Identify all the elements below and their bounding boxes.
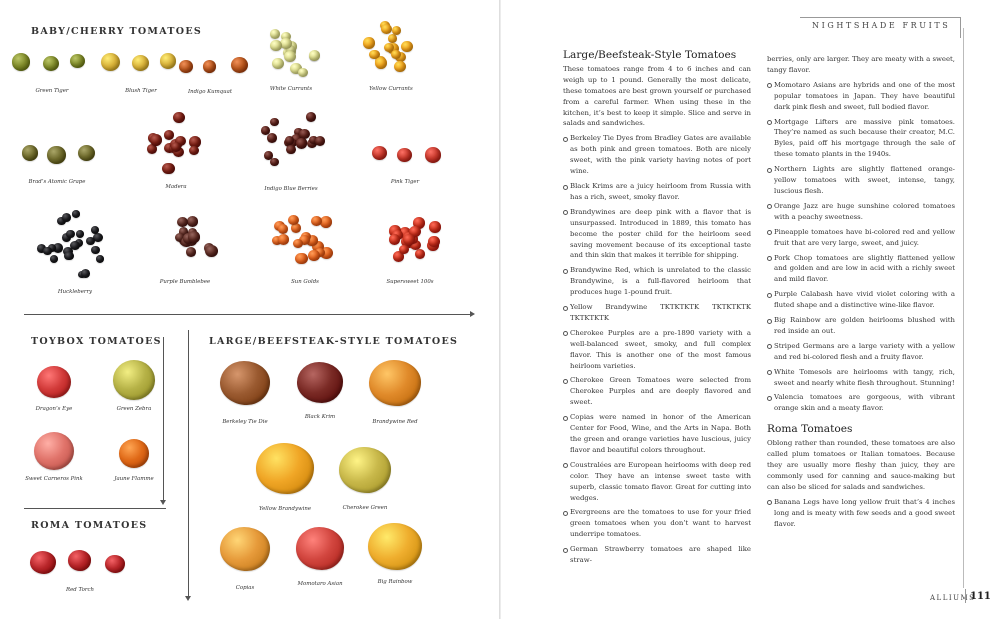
tomato-caption: Sun Golds [291, 279, 319, 285]
tomato-fruit [34, 432, 74, 470]
tomato-fruit [162, 163, 174, 175]
continuation-text: berries, only are larger. They are meaty with a sweet, tangy flavor. [767, 55, 955, 74]
roma-variety-list [767, 497, 955, 530]
tomato-caption: Indigo Blue Berries [264, 186, 318, 192]
tomato-specimen [245, 100, 337, 192]
running-head: NIGHTSHADE FRUITS [812, 21, 951, 30]
tomato-fruit [401, 41, 413, 52]
tomato-fruit [415, 249, 425, 259]
tomato-specimen [14, 364, 94, 412]
variety-list-item: Pork Chop tomatoes are slightly flattened yellow and golden and are low in acid with a richly sweet and mild flavor. [767, 253, 955, 286]
tomato-caption: Supersweet 100s [386, 279, 434, 285]
roma-heading: Roma Tomatoes [767, 423, 853, 436]
large-intro: These tomatoes range from 4 to 6 inches and can weigh up to 1 pound. Generally the most delicate, these tomatoes are best grown yourself or purchased from a careful farmer. When using these in the kitchen, it’s best to keep it simple. Slice and serve in salads and sandwiches. [563, 64, 751, 128]
tomato-fruit [368, 523, 421, 570]
divider-vertical-left [163, 337, 164, 500]
tomato-specimen [340, 357, 450, 425]
tomato-fruit [91, 226, 99, 234]
tomato-specimen [140, 205, 230, 285]
tomato-fruit [397, 148, 412, 163]
tomato-caption: Cherokee Green [342, 505, 388, 511]
tomato-specimen [245, 20, 337, 92]
tomato-photo [140, 205, 230, 275]
large-variety-list-2 [767, 80, 955, 414]
tomato-fruit [37, 366, 71, 399]
variety-list-item: Banana Legs have long yellow fruit that’s 4 inches long and is meaty with few seeds and a good sweet flavor. [767, 497, 955, 530]
tomato-caption: Yellow Currants [369, 86, 413, 92]
variety-list-item: Northern Lights are slightly flattened orange-yellow tomatoes with sweet, intense, tangy, luscious flesh. [767, 164, 955, 197]
tomato-fruit [177, 217, 188, 227]
tomato-photo [340, 357, 450, 415]
tomato-fruit [105, 555, 126, 573]
folio-divider [965, 589, 966, 603]
tomato-caption: Brad’s Atomic Grape [28, 179, 86, 185]
tomato-photo [101, 40, 181, 84]
tomato-fruit [70, 241, 80, 250]
tomato-photo [12, 40, 92, 84]
tomato-specimen [101, 40, 181, 94]
tomato-caption: Madera [165, 184, 187, 190]
tomato-fruit [309, 50, 320, 60]
tomato-specimen [14, 432, 94, 482]
tomato-specimen [360, 205, 460, 285]
tomato-caption: Yellow Brandywine [258, 506, 312, 512]
variety-list-item: German Strawberry tomatoes are shaped like straw- [563, 544, 751, 566]
variety-list-item: Copias were named in honor of the American Center for Food, Wine, and the Arts in Napa. Both the green and orange varieties have luscious, juicy flavor and beautiful colors throughout. [563, 412, 751, 456]
tomato-specimen [365, 135, 445, 185]
tomato-photo [30, 543, 130, 583]
tomato-specimen [131, 110, 221, 190]
variety-list-item: Orange Jazz are huge sunshine colored tomatoes with a peachy sweetness. [767, 201, 955, 223]
tomato-photo [12, 135, 102, 175]
variety-list-item: Yellow Brandywine TKTKTKTK TKTKTKTK TKTKTKTK [563, 302, 751, 324]
tomato-fruit [297, 362, 344, 403]
variety-list-item: Brandywines are deep pink with a flavor that is unsurpassed. Introduced in 1889, this tomato has become the poster child for the heirloom seed saving movement because of its exceptional taste and thin skin that makes it terrible for shipping. [563, 207, 751, 262]
tomato-fruit [78, 145, 95, 161]
tomato-fruit [375, 57, 387, 68]
tomato-photo [170, 45, 250, 85]
tomato-fruit [173, 112, 184, 123]
tomato-fruit [171, 142, 181, 152]
tomato-specimen [345, 18, 437, 92]
divider-arrow-icon [470, 311, 475, 317]
tomato-specimen [170, 45, 250, 95]
tomato-caption: Momotaro Asian [297, 581, 343, 587]
tomato-caption: Jaune Flamme [114, 476, 154, 482]
text-column-2 [767, 54, 955, 533]
tomato-fruit [64, 252, 73, 261]
variety-list-item: Cherokee Green Tomatoes were selected from Cherokee Purples and are deeply flavored and sweet. [563, 375, 751, 408]
tomato-fruit [270, 118, 279, 126]
tomato-fruit [306, 112, 316, 121]
tomato-photo [365, 135, 445, 175]
variety-list-item: Pineapple tomatoes have bi-colored red and yellow fruit that are very large, sweet, and juicy. [767, 227, 955, 249]
variety-list-item: Mortgage Lifters are massive pink tomatoes. They’re named as such because their creator, M.C. Byles, paid off his mortgage through the sale of these tomato plants in the 1940s. [767, 117, 955, 161]
tomato-fruit [389, 234, 400, 245]
tomato-fruit [205, 245, 218, 257]
tomato-fruit [296, 527, 345, 570]
tomato-fruit [220, 361, 270, 405]
tomato-fruit [119, 439, 150, 468]
folio-label: ALLIUMS [930, 594, 976, 602]
tomato-fruit [388, 34, 397, 43]
tomato-caption: Dragon’s Eye [35, 406, 73, 412]
tomato-fruit [372, 146, 387, 160]
tomato-caption: Sweet Carneros Pink [25, 476, 83, 482]
divider-arrow-down-icon [160, 500, 166, 505]
tomato-specimen [20, 205, 130, 295]
tomato-fruit [187, 216, 199, 227]
tomato-fruit [425, 147, 441, 163]
large-variety-list-1 [563, 133, 751, 566]
variety-list-item: Momotaro Asians are hybrids and one of the most popular tomatoes in Japan. They have beautiful dark pink flesh and sweet, full bodied flavor. [767, 80, 955, 113]
tomato-fruit [285, 136, 294, 144]
tomato-fruit [86, 237, 94, 245]
tomato-fruit [113, 360, 155, 400]
tomato-fruit [270, 40, 281, 51]
tomato-fruit [363, 37, 375, 48]
tomato-fruit [72, 210, 80, 217]
tomato-fruit [429, 221, 441, 232]
variety-list-item: Big Rainbow are golden heirlooms blushed with red inside an out. [767, 315, 955, 337]
tomato-specimen [310, 445, 420, 511]
tomato-fruit [428, 236, 439, 247]
tomato-photo [14, 364, 94, 402]
book-gutter [499, 0, 501, 619]
tomato-fruit [320, 216, 332, 227]
tomato-fruit [272, 58, 284, 69]
tomato-photo [310, 445, 420, 501]
tomato-fruit [308, 250, 319, 261]
tomato-fruit [164, 130, 174, 139]
tomato-fruit [280, 38, 291, 49]
tomato-photo [131, 110, 221, 180]
tomato-fruit [101, 53, 120, 71]
tomato-fruit [62, 213, 71, 222]
tomato-fruit [43, 56, 59, 71]
tomato-fruit [132, 55, 149, 71]
tomato-fruit [70, 54, 85, 69]
tomato-fruit [381, 24, 392, 34]
tomato-fruit [339, 447, 392, 493]
tomato-fruit [270, 29, 280, 39]
tomato-fruit [43, 247, 52, 255]
tomato-photo [340, 525, 450, 575]
tomato-caption: Green Zebra [116, 406, 152, 412]
tomato-specimen [94, 360, 174, 412]
tomato-fruit [256, 443, 314, 494]
tomato-specimen [12, 135, 102, 185]
variety-list-item: Purple Calabash have vivid violet coloring with a fluted shape and a distinctive wine-like flavor. [767, 289, 955, 311]
tomato-fruit [203, 60, 217, 73]
section-title-large-beefsteak: LARGE/BEEFSTEAK-STYLE TOMATOES [209, 336, 459, 347]
large-heading: Large/Beefsteak-Style Tomatoes [563, 49, 737, 61]
tomato-fruit [293, 239, 303, 248]
variety-list-item: Valencia tomatoes are gorgeous, with vibrant orange skin and a meaty flavor. [767, 392, 955, 414]
tomato-caption: Berkeley Tie Die [222, 419, 268, 425]
divider-horizontal [24, 314, 470, 315]
text-column-1 [563, 50, 751, 570]
variety-list-item: Berkeley Tie Dyes from Bradley Gates are available as both pink and green tomatoes. Both are nicely sweet, with the pink variety having notes of port wine. [563, 133, 751, 177]
tomato-fruit [392, 26, 401, 35]
variety-list-item: Striped Germans are a large variety with a yellow and red bi-colored flesh and a fruity flavor. [767, 341, 955, 363]
variety-list-item: Cherokee Purples are a pre-1890 variety with a well-balanced sweet, smoky, and full complex flavor. This is another one of the most famous heirloom varieties. [563, 328, 751, 372]
tomato-caption: White Currants [269, 86, 313, 92]
tomato-fruit [81, 269, 91, 278]
tomato-caption: Brandywine Red [372, 419, 418, 425]
tomato-fruit [369, 360, 422, 406]
tomato-fruit [66, 230, 75, 239]
tomato-fruit [47, 146, 65, 163]
variety-list-item: Brandywine Red, which is unrelated to the classic Brandywine, is a full-flavored heirloom that produces huge 1-pound fruit. [563, 265, 751, 298]
tomato-fruit [188, 231, 200, 242]
divider-horizontal-small [24, 508, 166, 509]
tomato-photo [94, 436, 174, 472]
tomato-fruit [399, 245, 409, 255]
tomato-fruit [394, 61, 406, 72]
tomato-caption: Huckleberry [57, 289, 93, 295]
tomato-specimen [255, 205, 355, 285]
tomato-fruit [179, 60, 193, 73]
tomato-fruit [150, 134, 162, 146]
tomato-photo [94, 360, 174, 402]
tomato-fruit [220, 527, 270, 571]
tomato-caption: Black Krim [304, 414, 336, 420]
tomato-caption: Big Rainbow [377, 579, 413, 585]
tomato-photo [345, 18, 437, 82]
tomato-photo [245, 100, 337, 182]
variety-list-item: Evergreens are the tomatoes to use for your fried green tomatoes when you don’t want to harvest underripe tomatoes. [563, 507, 751, 540]
tomato-caption: Copias [235, 585, 255, 591]
variety-list-item: Coustralées are European heirlooms with deep red color. They have an intense sweet taste with superb, classic tomato flavor. Great for cutting into wedges. [563, 460, 751, 504]
tomato-fruit [189, 146, 199, 155]
tomato-fruit [286, 145, 295, 154]
tomato-fruit [295, 253, 307, 265]
tomato-fruit [91, 246, 100, 255]
tomato-specimen [94, 436, 174, 482]
roma-intro: Oblong rather than rounded, these tomatoes are also called plum tomatoes or Italian tomatoes. Because they are usually more fleshy than juicy, they are commonly used for canning and sauce-making but can also be sliced for salads and sandwiches. [767, 439, 955, 491]
tomato-fruit [30, 551, 56, 574]
tomato-fruit [186, 247, 196, 257]
tomato-caption: Pink Tiger [390, 179, 420, 185]
tomato-photo [245, 20, 337, 82]
section-title-toybox: TOYBOX TOMATOES [31, 336, 162, 347]
page-number: 111 [970, 591, 991, 602]
tomato-fruit [22, 145, 38, 160]
tomato-fruit [278, 234, 290, 245]
tomato-specimen [340, 525, 450, 585]
tomato-photo [14, 432, 94, 472]
variety-list-item: Black Krims are a juicy heirloom from Russia with has a rich, sweet, smoky flavor. [563, 181, 751, 203]
tomato-caption: Blush Tiger [125, 88, 157, 94]
divider-vertical [188, 330, 189, 596]
tomato-fruit [296, 138, 307, 149]
tomato-fruit [284, 51, 296, 62]
section-title-roma: ROMA TOMATOES [31, 520, 148, 531]
tomato-caption: Purple Bumblebee [159, 279, 211, 285]
tomato-photo [255, 205, 355, 275]
tomato-specimen [30, 543, 130, 593]
tomato-fruit [311, 216, 321, 226]
tomato-caption: Green Tiger [35, 88, 69, 94]
tomato-fruit [68, 550, 92, 571]
tomato-fruit [298, 68, 308, 78]
tomato-caption: Indigo Kumquat [188, 89, 232, 95]
tomato-fruit [315, 136, 325, 146]
tomato-fruit [50, 255, 58, 263]
tomato-fruit [267, 133, 278, 143]
tomato-fruit [278, 224, 288, 234]
tomato-fruit [12, 53, 30, 70]
tomato-photo [20, 205, 130, 285]
tomato-caption: Red Torch [66, 587, 94, 593]
divider-arrow-down-icon-2 [185, 596, 191, 601]
tomato-photo [360, 205, 460, 275]
section-title-baby-cherry: BABY/CHERRY TOMATOES [31, 26, 203, 37]
tomato-fruit [96, 255, 104, 262]
margin-rule [963, 28, 964, 588]
tomato-specimen [12, 40, 92, 94]
variety-list-item: White Tomesols are heirlooms with tangy, rich, sweet and nearly white flesh throughout. Stunning! [767, 367, 955, 389]
tomato-fruit [76, 230, 84, 238]
